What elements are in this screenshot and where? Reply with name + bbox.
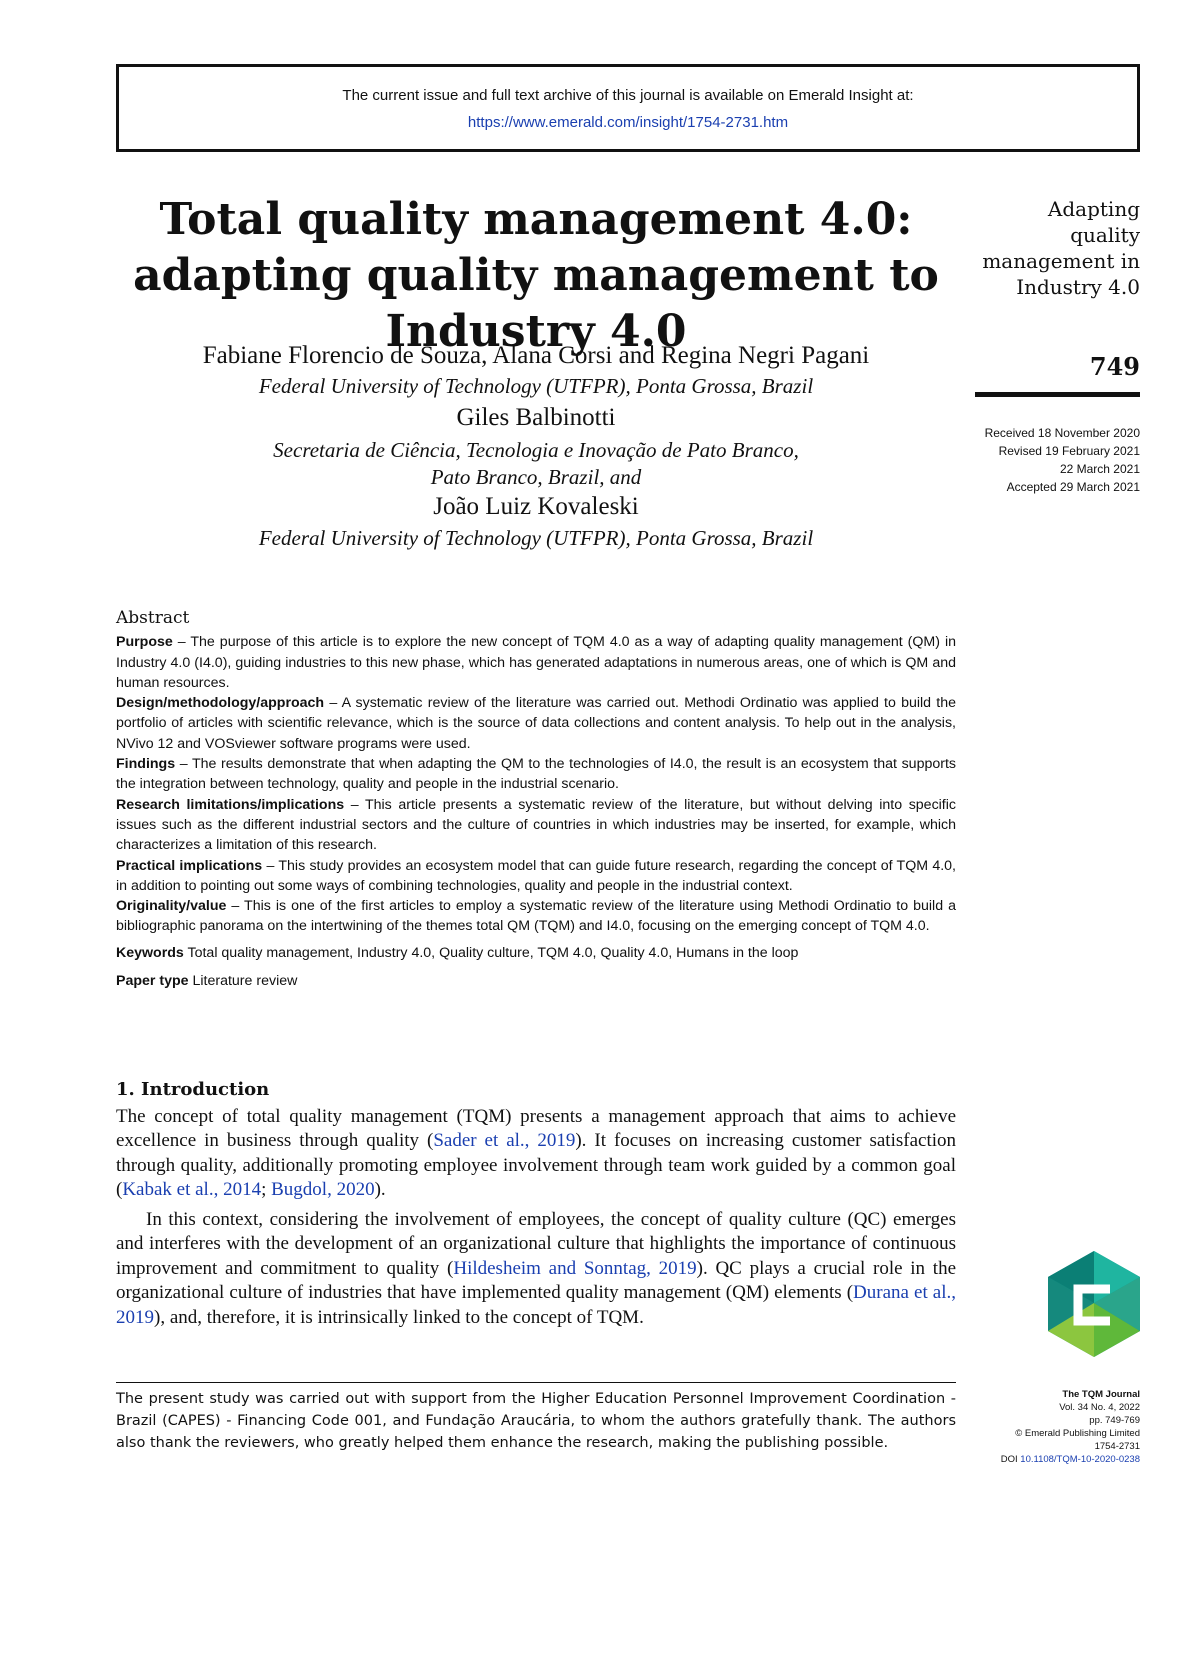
date-line: Received 18 November 2020 <box>984 426 1140 440</box>
label: Practical implications <box>116 857 263 874</box>
introduction-section <box>116 1078 956 1330</box>
label: Keywords <box>116 944 184 961</box>
text: – This is one of the first articles to employ a systematic review of the literature using Methodi Ordinatio to build a bibliographic panorama on the intertwining of the themes total QM (TQM) and I4.0, focusing on the emerging concept of TQM 4.0. <box>116 898 956 935</box>
affiliation: Pato Branco, Brazil, and <box>430 465 642 489</box>
text: – This article presents a systematic review of the literature, but without delving into specific issues such as the different industrial sectors and the culture of countries in which industries may be inserted, for example, which characterizes a limitation of this research. <box>116 796 956 854</box>
text: ). <box>374 1179 386 1200</box>
issn: 1754-2731 <box>1094 1441 1140 1452</box>
intro-heading: 1. Introduction <box>116 1079 270 1100</box>
doi-line <box>940 1453 1140 1466</box>
abstract-design <box>116 693 956 754</box>
journal-name: The TQM Journal <box>1062 1389 1140 1400</box>
citation-link[interactable]: Durana et al., 2019 <box>116 1282 956 1328</box>
abstract-originality <box>116 896 956 937</box>
author-name: Giles Balbinotti <box>456 404 616 431</box>
text: ), and, therefore, it is intrinsically linked to the concept of TQM. <box>154 1306 644 1328</box>
author-name: João Luiz Kovaleski <box>433 493 639 520</box>
publisher: © Emerald Publishing Limited <box>1015 1428 1140 1439</box>
journal-volume: Vol. 34 No. 4, 2022 <box>1059 1402 1140 1413</box>
affiliation: Federal University of Technology (UTFPR), Ponta Grossa, Brazil <box>258 526 814 550</box>
date-line: Revised 19 February 2021 <box>998 444 1140 458</box>
keywords <box>116 943 956 963</box>
citation-link[interactable]: Hildesheim and Sonntag, 2019 <box>453 1257 697 1279</box>
running-title-line: Industry 4.0 <box>1016 275 1140 299</box>
running-title-line: management in <box>982 249 1140 273</box>
emerald-publishing-logo-icon <box>1048 1251 1140 1357</box>
running-title-line: Adapting <box>1047 197 1140 221</box>
paper-title <box>116 192 956 360</box>
funding-footnote: The present study was carried out with support from the Higher Education Personnel Improvement Coordination - Brazil (CAPES) - Financing Code 001, and Fundação Araucária, to whom the authors gratefully thank. The authors also thank the reviewers, who greatly helped them enhance the research, making the publishing possible. <box>116 1391 956 1451</box>
text: Literature review <box>188 973 298 990</box>
side-rule <box>975 392 1140 397</box>
journal-url-link[interactable]: https://www.emerald.com/insight/1754-2731.htm <box>467 114 789 131</box>
intro-paragraph <box>116 1105 956 1203</box>
abstract-practical <box>116 856 956 897</box>
abstract-findings <box>116 754 956 795</box>
running-title-line: quality <box>1070 223 1140 247</box>
title-line: Total quality management 4.0: <box>159 194 913 245</box>
journal-info <box>940 1388 1140 1466</box>
title-line: adapting quality management to <box>133 250 939 301</box>
text: – A systematic review of the literature was carried out. Methodi Ordinatio was applied to build the portfolio of articles with scientific relevance, which is the source of data collections and content analysis. To help out in the analysis, NVivo 12 and VOSviewer software programs were used. <box>116 695 956 752</box>
footnote-rule <box>116 1382 956 1383</box>
citation-link[interactable]: Kabak et al., 2014 <box>122 1179 262 1200</box>
label: Purpose <box>116 634 173 651</box>
text: ). It focuses on increasing customer satisfaction through quality, additionally promoting employee involvement through team work guided by a common goal ( <box>116 1130 956 1200</box>
abstract-section <box>116 608 956 991</box>
date-line: Accepted 29 March 2021 <box>1006 480 1140 494</box>
doi-link[interactable]: 10.1108/TQM-10-2020-0238 <box>1020 1454 1140 1465</box>
abstract-heading: Abstract <box>116 608 190 628</box>
banner-text: The current issue and full text archive of this journal is available on Emerald Insight at: <box>342 87 914 104</box>
doi-label: DOI <box>1000 1454 1021 1465</box>
running-title <box>930 196 1140 300</box>
affiliation: Secretaria de Ciência, Tecnologia e Inovação de Pato Branco, <box>273 438 799 462</box>
text: The concept of total quality management (TQM) presents a management approach that aims to achieve excellence in business through quality ( <box>116 1105 956 1151</box>
label: Paper type <box>116 973 189 990</box>
text: – This study provides an ecosystem model that can guide future research, regarding the concept of TQM 4.0, in addition to pointing out some ways of combining technologies, quality and people in the industrial context. <box>116 857 956 894</box>
text: Total quality management, Industry 4.0, Quality culture, TQM 4.0, Quality 4.0, Humans in the loop <box>183 944 799 961</box>
intro-paragraph <box>116 1208 956 1331</box>
article-dates <box>920 424 1140 496</box>
text: – The purpose of this article is to explore the new concept of TQM 4.0 as a way of adapting quality management (QM) in Industry 4.0 (I4.0), guiding industries to this new phase, which has generated adaptations in numerous areas, one of which is QM and human resources. <box>116 634 956 691</box>
title-line: Industry 4.0 <box>385 306 687 357</box>
text: ). QC plays a crucial role in the organizational culture of industries that have implemented quality management (QM) elements ( <box>116 1257 957 1303</box>
label: Findings <box>116 756 176 773</box>
abstract-purpose <box>116 632 956 693</box>
date-line: 22 March 2021 <box>1059 462 1140 476</box>
citation-link[interactable]: Sader et al., 2019 <box>433 1130 576 1151</box>
label: Research limitations/implications <box>116 796 345 813</box>
citation-link[interactable]: Bugdol, 2020 <box>271 1179 375 1200</box>
authors-line: Fabiane Florencio de Souza, Alana Corsi and Regina Negri Pagani <box>202 342 870 369</box>
text: ; <box>261 1179 272 1200</box>
journal-availability-banner <box>116 64 1140 152</box>
text: In this context, considering the involvement of employees, the concept of quality culture (QC) emerges and interferes with the development of an organizational culture that highlights the importance of continuous improvement and commitment to quality ( <box>116 1208 956 1279</box>
page-number: 749 <box>1089 352 1140 381</box>
label: Originality/value <box>116 898 227 915</box>
abstract-limitations <box>116 795 956 856</box>
text: – The results demonstrate that when adapting the QM to the technologies of I4.0, the result is an ecosystem that supports the integration between technology, quality and people in the industrial scenario. <box>116 756 956 793</box>
paper-type <box>116 971 956 991</box>
affiliation: Federal University of Technology (UTFPR), Ponta Grossa, Brazil <box>258 374 814 398</box>
label: Design/methodology/approach <box>116 695 325 712</box>
journal-pages: pp. 749-769 <box>1089 1415 1140 1426</box>
